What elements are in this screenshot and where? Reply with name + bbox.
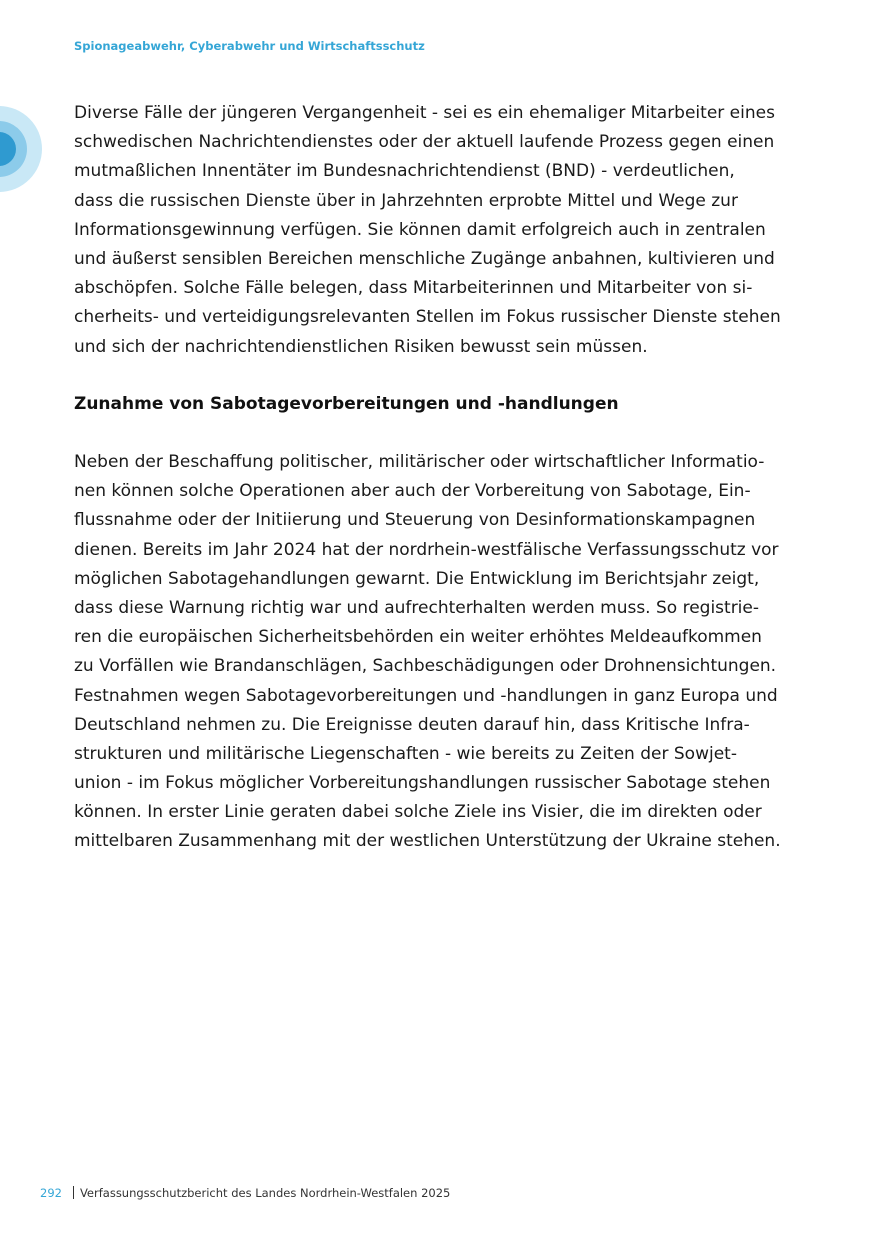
page-footer: [40, 1185, 450, 1201]
paragraph-line: nen können solche Operationen aber auch der Vorbereitung von Sabotage, Ein-: [74, 481, 751, 502]
footer-separator: [73, 1186, 74, 1199]
paragraph-line: Festnahmen wegen Sabotagevorbereitungen und -handlungen in ganz Europa und: [74, 685, 778, 706]
paragraph-line: zu Vorfällen wie Brandanschlägen, Sachbeschädigungen oder Drohnensichtungen.: [74, 656, 777, 677]
section-marker-circles: [0, 106, 42, 192]
paragraph-line: schwedischen Nachrichtendienstes oder der aktuell laufende Prozess gegen einen: [74, 132, 775, 153]
paragraph-line: strukturen und militärische Liegenschaften - wie bereits zu Zeiten der Sowjet-: [74, 743, 737, 764]
paragraph-line: Deutschland nehmen zu. Die Ereignisse deuten darauf hin, dass Kritische Infra-: [74, 714, 750, 735]
paragraph-line: union - im Fokus möglicher Vorbereitungshandlungen russischer Sabotage stehen: [74, 773, 771, 794]
paragraph-line: dass diese Warnung richtig war und aufrechterhalten werden muss. So registrie-: [74, 597, 759, 618]
page-number: 292: [40, 1186, 62, 1200]
paragraph-line: flussnahme oder der Initiierung und Steuerung von Desinformationskampagnen: [74, 510, 756, 531]
paragraph-line: Neben der Beschaffung politischer, militärischer oder wirtschaftlicher Informatio-: [74, 452, 765, 472]
paragraph-line: cherheits- und verteidigungsrelevanten Stellen im Fokus russischer Dienste stehen: [74, 307, 781, 328]
paragraph-line: dass die russischen Dienste über in Jahrzehnten erprobte Mittel und Wege zur: [74, 190, 738, 211]
paragraph-line: möglichen Sabotagehandlungen gewarnt. Die Entwicklung im Berichtsjahr zeigt,: [74, 568, 760, 589]
paragraph-sabotage: [74, 448, 814, 857]
paragraph-line: Diverse Fälle der jüngeren Vergangenheit - sei es ein ehemaliger Mitarbeiter eines: [74, 103, 775, 123]
paragraph-line: und äußerst sensiblen Bereichen menschliche Zugänge anbahnen, kultivieren und: [74, 248, 775, 269]
paragraph-line: Informationsgewinnung verfügen. Sie können damit erfolgreich auch in zentralen: [74, 219, 766, 240]
paragraph-line: mittelbaren Zusammenhang mit der westlichen Unterstützung der Ukraine stehen.: [74, 831, 781, 852]
section-heading: Zunahme von Sabotagevorbereitungen und -handlungen: [74, 394, 619, 414]
running-header: Spionageabwehr, Cyberabwehr und Wirtschaftsschutz: [74, 39, 425, 53]
paragraph-intro: [74, 99, 814, 362]
paragraph-line: und sich der nachrichtendienstlichen Risiken bewusst sein müssen.: [74, 336, 648, 357]
paragraph-line: können. In erster Linie geraten dabei solche Ziele ins Visier, die im direkten oder: [74, 802, 762, 823]
paragraph-line: mutmaßlichen Innentäter im Bundesnachrichtendienst (BND) - verdeutlichen,: [74, 161, 735, 182]
paragraph-line: ren die europäischen Sicherheitsbehörden ein weiter erhöhtes Meldeaufkommen: [74, 627, 762, 648]
publication-title: Verfassungsschutzbericht des Landes Nordrhein-Westfalen 2025: [79, 1186, 451, 1200]
paragraph-line: abschöpfen. Solche Fälle belegen, dass Mitarbeiterinnen und Mitarbeiter von si-: [74, 278, 753, 299]
paragraph-line: dienen. Bereits im Jahr 2024 hat der nordrhein-westfälische Verfassungsschutz vor: [74, 539, 779, 560]
